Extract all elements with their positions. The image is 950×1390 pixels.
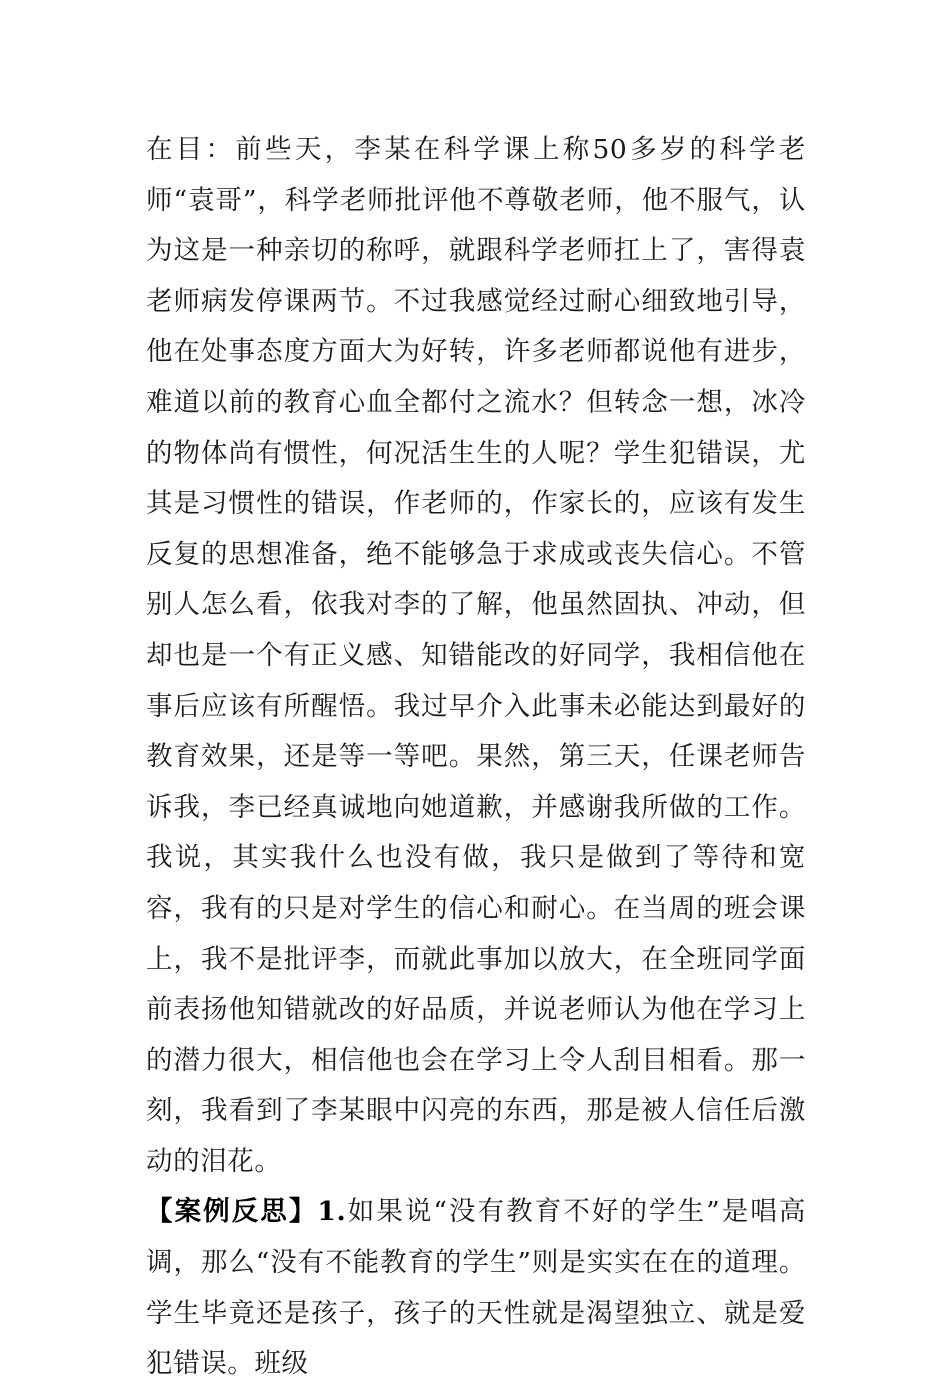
case-narrative-paragraph: 在目：前些天，李某在科学课上称50多岁的科学老师“袁哥”，科学老师批评他不尊敬老师，他不服气，认为这是一种亲切的称呼，就跟科学老师扛上了，害得袁老师病发停课两节。不过我感觉经过耐心细致地引导，他在处事态度方面大为好转，许多老师都说他有进步，难道以前的教育心血全都付之流水？但转念一想，冰冷的物体尚有惯性，何况活生生的人呢？学生犯错误，尤其是习惯性的错误，作老师的，作家长的，应该有发生反复的思想准备，绝不能够急于求成或丧失信心。不管别人怎么看，依我对李的了解，他虽然固执、冲动，但却也是一个有正义感、知错能改的好同学，我相信他在事后应该有所醒悟。我过早介入此事未必能达到最好的教育效果，还是等一等吧。果然，第三天，任课老师告诉我，李已经真诚地向她道歉，并感谢我所做的工作。我说，其实我什么也没有做，我只是做到了等待和宽容，我有的只是对学生的信心和耐心。在当周的班会课上，我不是批评李，而就此事加以放大，在全班同学面前表扬他知错就改的好品质，并说老师认为他在学习上的潜力很大，相信他也会在学习上令人刮目相看。那一刻，我看到了李某眼中闪亮的东西，那是被人信任后激动的泪花。 [146,134,806,1177]
case-reflection-paragraph [146,1187,806,1389]
reflection-heading: 【案例反思】1. [146,1196,347,1228]
document-body [146,125,806,1390]
reflection-text: 如果说“没有教育不好的学生”是唱高调，那么“没有不能教育的学生”则是实实在在的道理。学生毕竟还是孩子，孩子的天性就是渴望独立、就是爱犯错误。班级 [146,1196,806,1380]
